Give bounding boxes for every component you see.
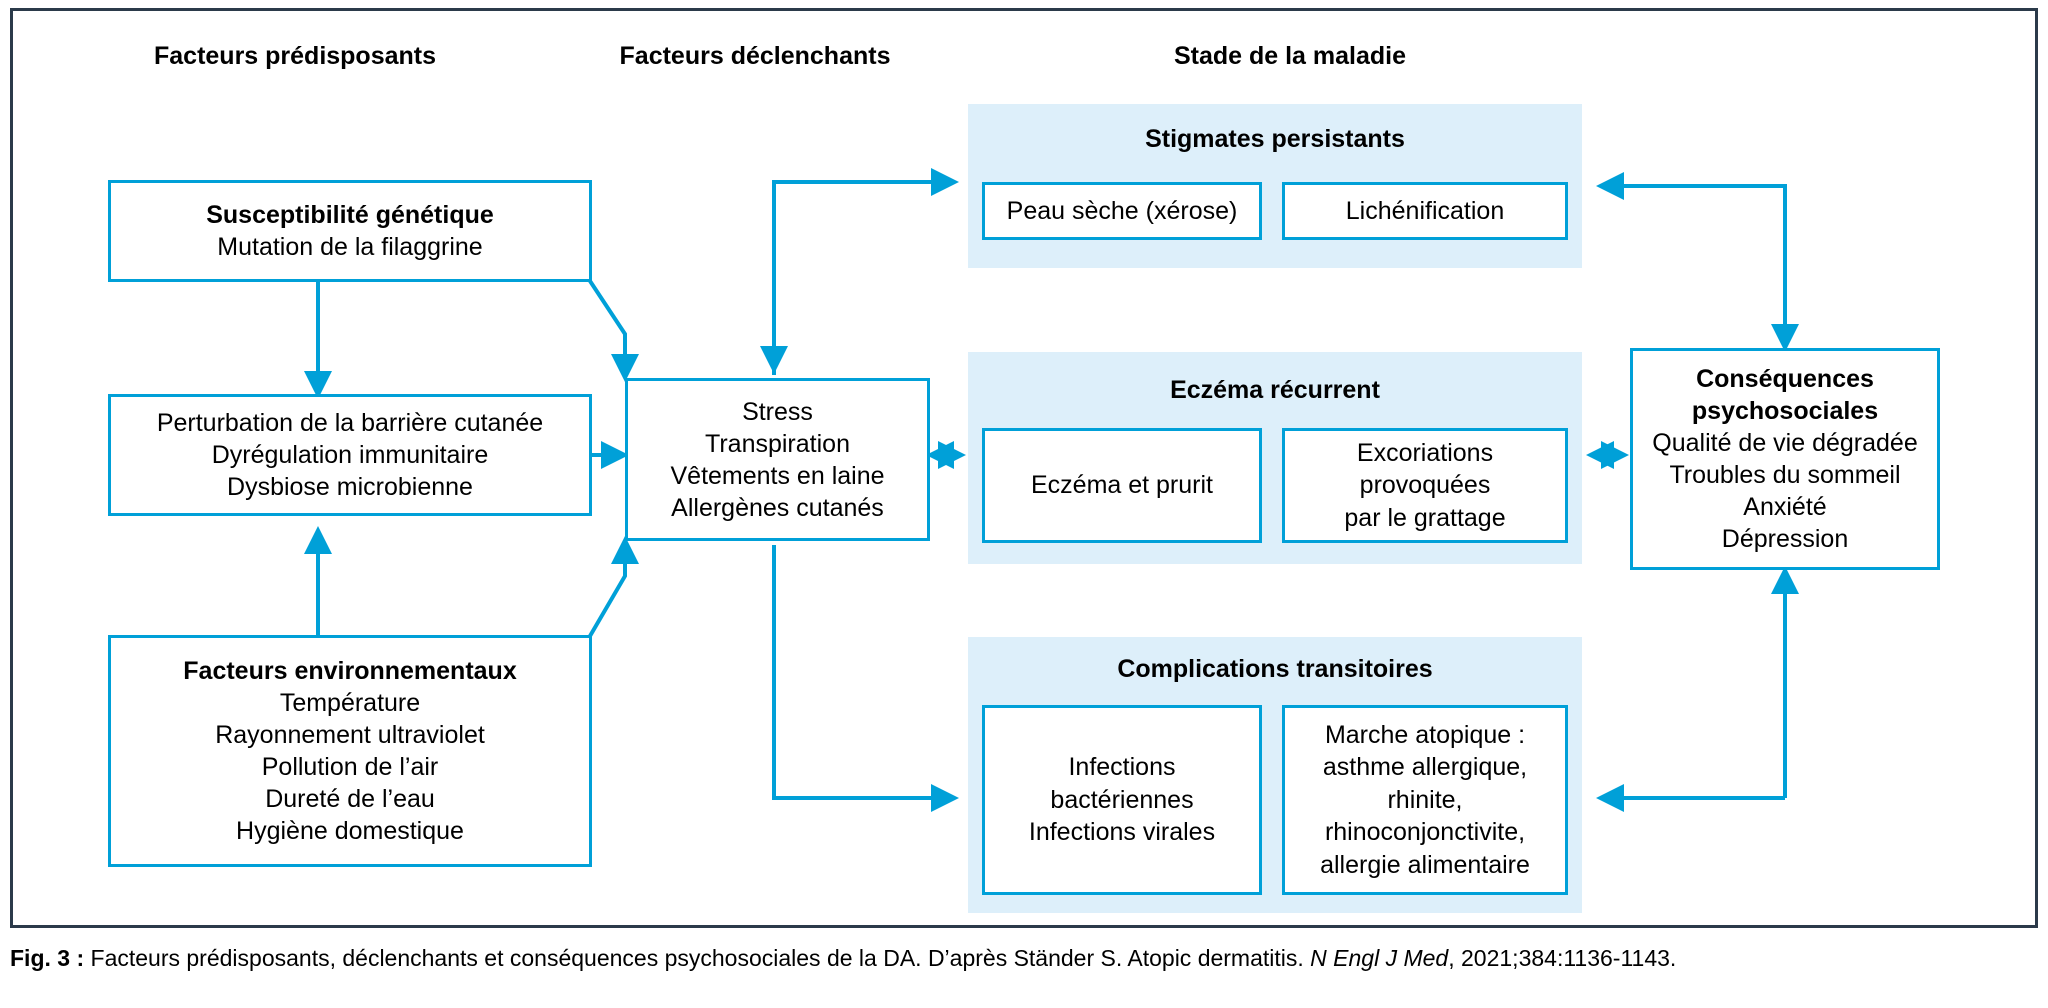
band-stigmata-title: Stigmates persistants (1145, 125, 1405, 153)
subbox-excoriations-line3: par le grattage (1344, 503, 1506, 532)
subbox-atopic-march-line5: allergie alimentaire (1320, 850, 1530, 879)
box-triggers-line3: Vêtements en laine (670, 461, 885, 490)
box-psychosocial-line2: Troubles du sommeil (1669, 461, 1901, 489)
box-environment-line2: Rayonnement ultraviolet (215, 721, 485, 749)
box-barrier-disruption (108, 394, 592, 516)
box-barrier-line2: Dyrégulation immunitaire (211, 441, 489, 469)
box-genetic-line1: Mutation de la filaggrine (217, 233, 483, 261)
box-psychosocial-line1: Qualité de vie dégradée (1652, 429, 1918, 457)
subbox-excoriations (1282, 428, 1568, 543)
caption-label: Fig. 3 : (10, 945, 85, 971)
box-psychosocial-line4: Dépression (1721, 525, 1849, 553)
subbox-infections-line2: bactériennes (1050, 785, 1194, 814)
caption-text-1: Facteurs prédisposants, déclenchants et conséquences psychosociales de la DA. D’après Ständer S. Atopic dermatitis. (84, 945, 1311, 971)
subbox-excoriations-line2: provoquées (1359, 471, 1491, 500)
box-psychosocial-line3: Anxiété (1743, 493, 1827, 521)
subbox-lichenification-label: Lichénification (1345, 196, 1505, 225)
box-environment-line4: Dureté de l’eau (265, 785, 435, 813)
caption-journal: N Engl J Med (1310, 945, 1449, 971)
box-psychosocial-consequences (1630, 348, 1940, 570)
subbox-dry-skin-label: Peau sèche (xérose) (1006, 196, 1238, 225)
box-triggers-line4: Allergènes cutanés (671, 493, 884, 522)
subbox-excoriations-line1: Excoriations (1356, 438, 1494, 467)
subbox-infections-line3: Infections virales (1028, 818, 1216, 847)
box-psychosocial-title2: psychosociales (1691, 397, 1879, 425)
box-genetic-susceptibility (108, 180, 592, 282)
box-triggers (625, 378, 930, 541)
box-environment-title: Facteurs environnementaux (183, 657, 517, 685)
box-environment-line1: Température (279, 689, 421, 717)
box-barrier-line3: Dysbiose microbienne (227, 473, 473, 501)
caption-text-2: , 2021;384:1136-1143. (1448, 945, 1677, 971)
box-triggers-line2: Transpiration (705, 429, 850, 458)
box-triggers-line1: Stress (742, 397, 813, 426)
box-psychosocial-title1: Conséquences (1696, 365, 1874, 393)
subbox-infections (982, 705, 1262, 895)
figure-caption (10, 945, 2040, 972)
column-heading-stage: Stade de la maladie (1173, 42, 1407, 70)
column-heading-triggers: Facteurs déclenchants (619, 42, 891, 70)
box-environment-line3: Pollution de l’air (261, 753, 439, 781)
subbox-atopic-march-line4: rhinoconjonctivite, (1324, 818, 1526, 847)
column-heading-predisposing: Facteurs prédisposants (153, 42, 437, 70)
subbox-lichenification (1282, 182, 1568, 240)
subbox-eczema-pruritus (982, 428, 1262, 543)
subbox-atopic-march-line2: asthme allergique, (1322, 753, 1528, 782)
subbox-atopic-march (1282, 705, 1568, 895)
box-barrier-line1: Perturbation de la barrière cutanée (156, 409, 544, 437)
subbox-eczema-pruritus-label: Eczéma et prurit (1030, 471, 1213, 500)
subbox-dry-skin (982, 182, 1262, 240)
subbox-atopic-march-line1: Marche atopique : (1324, 720, 1526, 749)
band-complications-title: Complications transitoires (1117, 655, 1433, 683)
subbox-atopic-march-line3: rhinite, (1387, 785, 1463, 814)
band-eczema-title: Eczéma récurrent (1170, 376, 1380, 404)
box-environment-line5: Hygiène domestique (236, 817, 464, 845)
box-genetic-title: Susceptibilité génétique (206, 201, 494, 229)
box-environmental-factors (108, 635, 592, 867)
subbox-infections-line1: Infections (1068, 753, 1176, 782)
